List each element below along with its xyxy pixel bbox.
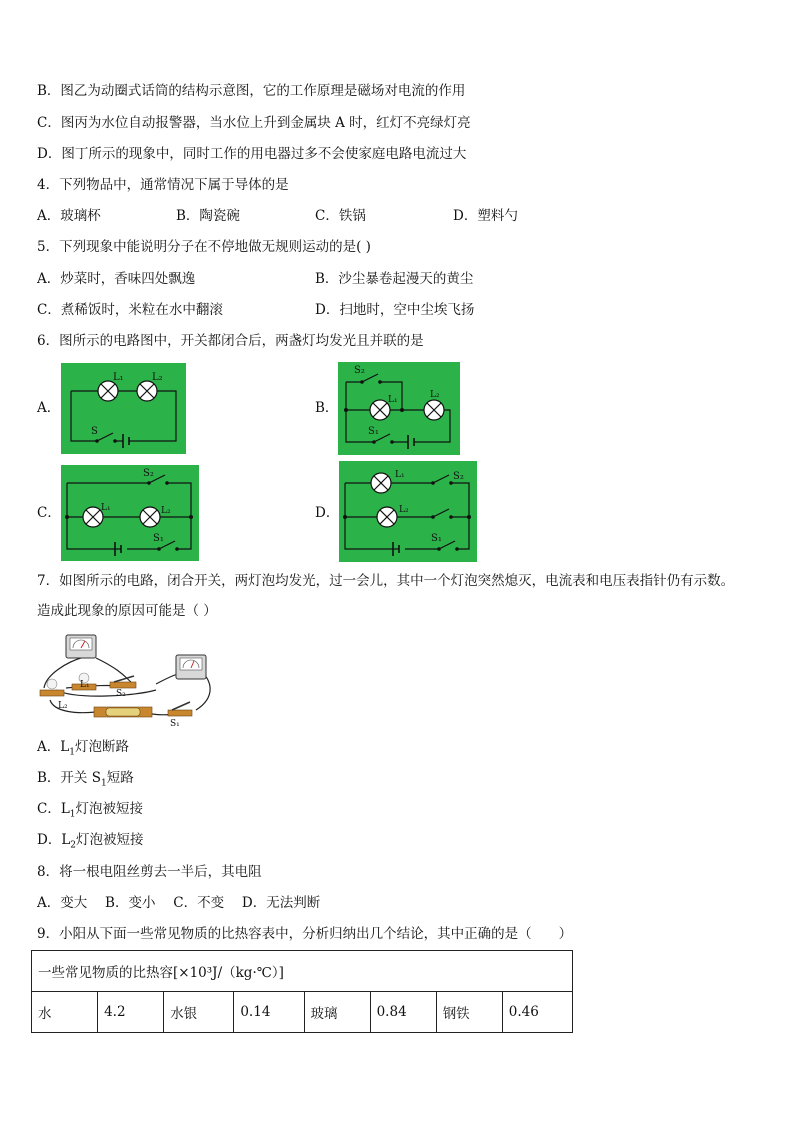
switch-label-s1: S₁	[431, 533, 442, 544]
q7-stem-line2: 造成此现象的原因可能是（ ）	[37, 603, 217, 619]
specific-heat-table	[31, 950, 573, 1033]
table-title: 一些常见物质的比热容[×10³J/（kg·℃）]	[32, 951, 573, 992]
figure-label-l2: L₂	[58, 701, 68, 711]
lamp-label-l1: L₁	[388, 395, 398, 405]
lamp-label-l2: L₂	[161, 506, 171, 516]
statement-c: C．图丙为水位自动报警器，当水位上升到金属块 A 时，红灯不亮绿灯亮	[37, 115, 471, 131]
statement-b: B．图乙为动圈式话筒的结构示意图，它的工作原理是磁场对电流的作用	[37, 83, 466, 99]
switch-label-s2: S₂	[354, 365, 365, 376]
statement-d: D．图丁所示的现象中，同时工作的用电器过多不会使家庭电路电流过大	[37, 146, 467, 162]
figure-label-s2: S₂	[116, 689, 126, 699]
q7-option-d: D．$L_2$灯泡被短接	[37, 832, 144, 851]
table-cell: 玻璃	[304, 992, 370, 1033]
lamp-label-l2: L₂	[152, 372, 163, 383]
q5-option-c: C．煮稀饭时，米粒在水中翻滚	[37, 302, 223, 318]
table-cell: 钢铁	[436, 992, 502, 1033]
q5-option-b: B．沙尘暴卷起漫天的黄尘	[315, 271, 474, 287]
q7-real-circuit-figure	[36, 630, 226, 730]
table-cell: 4.2	[98, 992, 164, 1033]
voltmeter-icon	[176, 655, 206, 679]
q5-stem: 5．下列现象中能说明分子在不停地做无规则运动的是( )	[37, 239, 371, 255]
q5-option-a: A．炒菜时，香味四处飘逸	[37, 271, 196, 287]
q6-label-c: C．	[37, 505, 61, 521]
q6-label-b: B．	[315, 400, 339, 416]
battery-icon	[94, 707, 152, 717]
lamp-label-l2: L₂	[430, 390, 440, 400]
table-row	[32, 992, 573, 1033]
switch-s1-icon	[168, 702, 192, 716]
table-cell: 0.46	[502, 992, 572, 1033]
q8-options: A．变大 B．变小 C．不变 D．无法判断	[37, 895, 321, 911]
table-cell: 0.14	[234, 992, 304, 1033]
q7-option-b: B．开关 $S_1$短路	[37, 770, 134, 789]
circuit-d	[339, 461, 477, 562]
q9-stem: 9．小阳从下面一些常见物质的比热容表中，分析归纳出几个结论，其中正确的是（ ）	[37, 926, 573, 942]
lamp-label-l1: L₁	[101, 503, 111, 513]
circuit-b	[338, 362, 460, 455]
q8-stem: 8．将一根电阻丝剪去一半后，其电阻	[37, 864, 262, 880]
switch-label-s2: S₂	[453, 471, 464, 482]
lamp-label-l2: L₂	[399, 505, 409, 515]
figure-label-s1: S₁	[170, 719, 180, 729]
q7-option-a: A．$L_1$灯泡断路	[37, 739, 129, 758]
switch-label-s1: S₁	[368, 426, 379, 437]
circuit-a	[61, 363, 186, 454]
switch-label-s1: S₁	[153, 533, 164, 544]
q6-label-a: A．	[37, 400, 61, 416]
q4-stem: 4．下列物品中，通常情况下属于导体的是	[37, 177, 289, 193]
lamp-label-l1: L₁	[395, 470, 405, 480]
switch-label-s2: S₂	[143, 468, 154, 479]
figure-label-l1: L₁	[80, 680, 90, 690]
table-cell: 水	[32, 992, 98, 1033]
table-cell: 水银	[164, 992, 234, 1033]
q7-stem-line1: 7．如图所示的电路，闭合开关，两灯泡均发光，过一会儿，其中一个灯泡突然熄灭，电流表和电压表指针仍有示数。	[37, 573, 735, 589]
q4-option-b: B．陶瓷碗	[176, 208, 240, 224]
q4-option-c: C．铁锅	[315, 208, 366, 224]
switch-label-s: S	[91, 426, 98, 437]
q4-option-a: A．玻璃杯	[37, 208, 101, 224]
q6-label-d: D．	[315, 505, 340, 521]
q7-option-c: C．$L_1$灯泡被短接	[37, 801, 144, 820]
q6-stem: 6．图所示的电路图中，开关都闭合后，两盏灯均发光且并联的是	[37, 333, 424, 349]
lamp-label-l1: L₁	[113, 372, 124, 383]
q4-option-d: D．塑料勺	[453, 208, 518, 224]
ammeter-icon	[66, 635, 96, 658]
circuit-c	[61, 465, 199, 561]
table-cell: 0.84	[370, 992, 436, 1033]
switch-s2-icon	[110, 676, 136, 688]
q5-option-d: D．扫地时，空中尘埃飞扬	[315, 302, 475, 318]
